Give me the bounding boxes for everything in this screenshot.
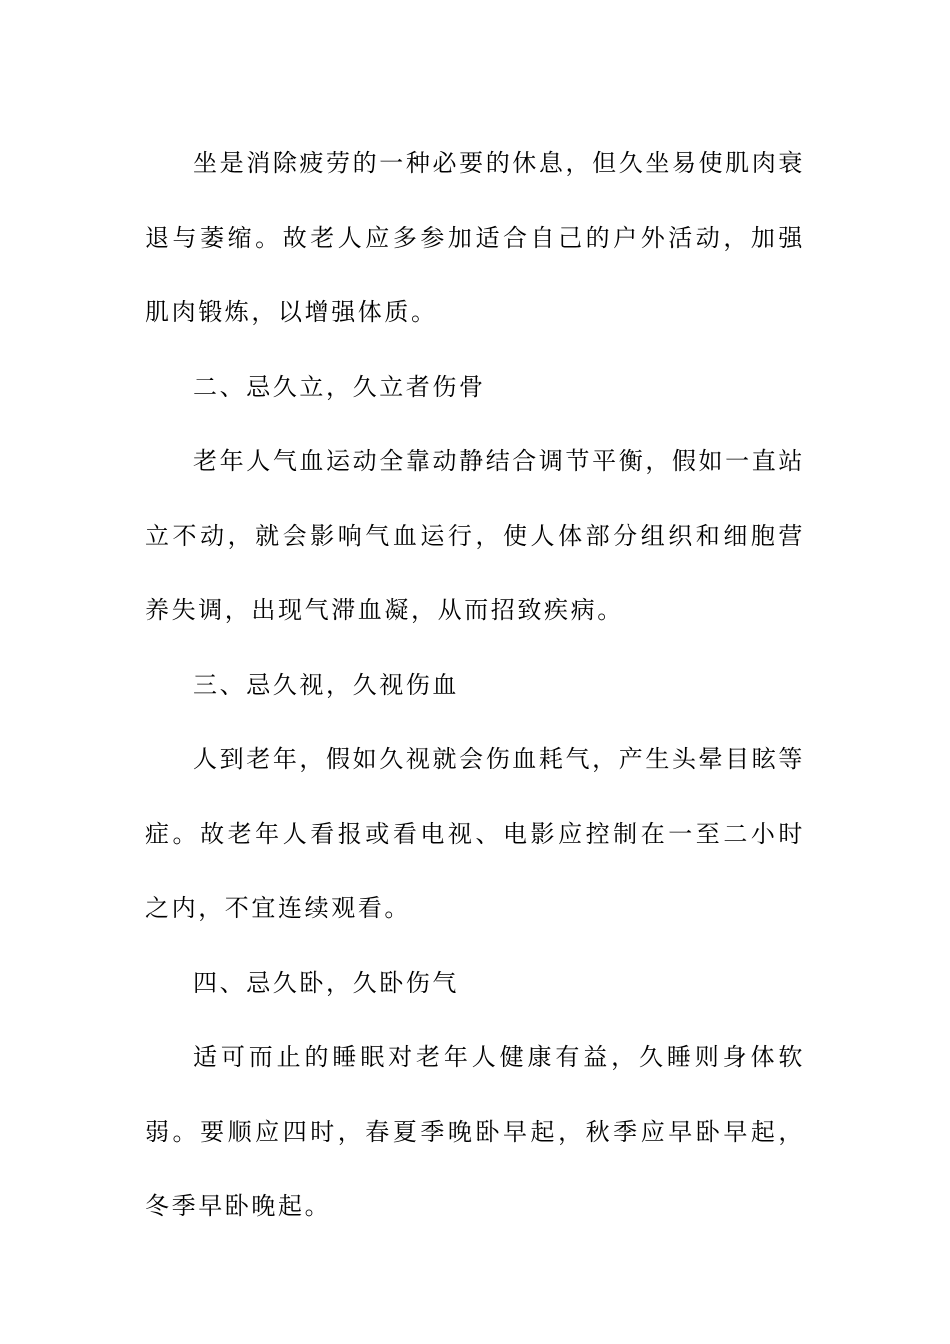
document-body: [145, 126, 805, 1244]
paragraph-lying: 适可而止的睡眠对老年人健康有益，久睡则身体软弱。要顺应四时，春夏季晚卧早起，秋季应早卧早起，冬季早卧晚起。: [145, 1043, 805, 1220]
heading-lying: 四、忌久卧，久卧伤气: [193, 968, 459, 997]
paragraph-standing: 老年人气血运动全靠动静结合调节平衡，假如一直站立不动，就会影响气血运行，使人体部分组织和细胞营养失调，出现气滞血凝，从而招致疾病。: [145, 447, 805, 624]
heading-viewing: 三、忌久视，久视伤血: [193, 670, 459, 699]
heading-standing: 二、忌久立，久立者伤骨: [193, 372, 486, 401]
paragraph-viewing: 人到老年，假如久视就会伤血耗气，产生头晕目眩等症。故老年人看报或看电视、电影应控制在一至二小时之内，不宜连续观看。: [145, 745, 805, 922]
paragraph-sitting: 坐是消除疲劳的一种必要的休息，但久坐易使肌肉衰退与萎缩。故老人应多参加适合自己的户外活动，加强肌肉锻炼，以增强体质。: [145, 149, 805, 326]
